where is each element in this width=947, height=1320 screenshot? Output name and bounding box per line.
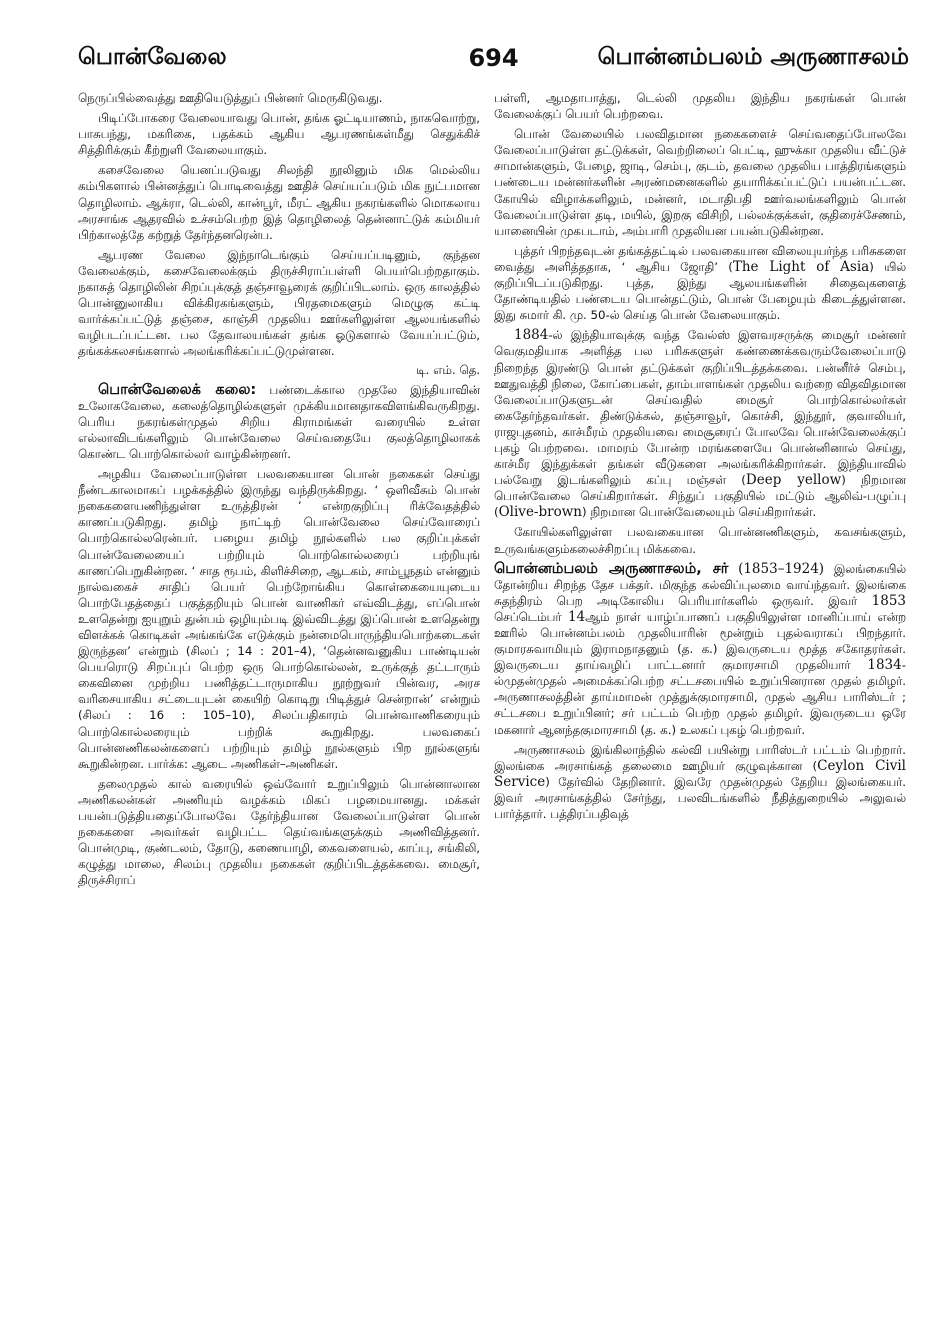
english-term: Ceylon Civil Service — [494, 757, 906, 790]
paragraph: ஆபரண வேலை இந்நாடெங்கும் செய்யப்படினும், குந்தன வேலைக்கும், கசைவேலைக்கும் திருச்சிராப்பள்ளி பெயர்பெற்றதாகும். நகாசுத் தொழிலின் சிறப்புக்குத் தஞ்சாவூரைக் குறிப்பிடலாம். ஒரு காலத்தில் பொன்னுலாகிய விக்கிரகங்களும், பிரதமைகளும் மெழுகு கட்டி வார்க்கப்பட்டுத் தஞ்சை, காஞ்சி முதலிய ஊர்களிலுள்ள ஆலயங்களில் வழிபடப்பட்டன. பல தேவாலயங்கள் தங்க ஓடுகளால் வேயப்பட்டும், தங்கக்கலசங்களால் அலங்கரிக்கப்பட்டுமுள்ளன. — [78, 247, 480, 359]
left-column — [78, 90, 480, 1280]
entry-years: (1853–1924) — [738, 560, 825, 577]
header-left-keyword: பொன்வேலை — [78, 44, 227, 70]
english-term: Olive-brown — [498, 504, 582, 521]
text-run: -ல்முதன்முதல் அமைக்கப்பெற்ற சட்டசபையில் உறுப்பினரான முதல் தமிழர். அருணாசலத்தின் தாய்மாமன் முத்துக்குமாரசாமி, முதல் ஆசிய பாரிஸ்டர் ; சட்டசபை உறுப்பினர்; சர் பட்டம் பெற்ற முதல் தமிழர். இவருடைய ஒரே மகனார் ஆனந்தகுமாரசாமி (த. க.) உலகப் புகழ் பெற்றவர். — [494, 658, 906, 737]
text-run: ) நிறமான பொன்வேலையும் செய்கிறார்கள். — [581, 505, 817, 520]
text-run: அருணாசலம் இங்கிலாந்தில் கல்வி பயின்று பாரிஸ்டர் பட்டம் பெற்றார். இலங்கை அரசாங்கத் தலைமை ஊழியர் குழுவுக்கான ( — [494, 742, 906, 773]
paragraph: அழகிய வேலைப்பாடுள்ள பலவகையான பொன் நகைகள் செய்து நீண்டகாலமாகப் பழக்கத்தில் இருந்து வந்திருக்கிறது. ‘ ஒளிவீசும் பொன் நகைகளையணிந்துள்ள உருத்திரன் ’ என்றகுறிப்பு ரிக்வேதத்தில் காணப்படுகிறது. தமிழ் நாட்டிற் பொன்வேலை செய்வோரைப் பொற்கொல்லரென்பர். பழைய தமிழ் நூல்களில் பல குறிப்புக்கள் பொன்வேலையைப் பற்றியும் பொற்கொல்லரைப் பற்றியுங் காணப்பெறுகின்றன. ‘ சாத ரூபம், கிளிச்சிறை, ஆடகம், சாம்பூநதம் என்னும் நால்வகைச் சாதிப் பெயர் பெற்றோங்கிய கொள்கையையுடைய பொற்பேதத்தைப் பகுத்தறியும் பொன் வாணிகர் எவ்விடத்து, எப்பொன் உளதென்று ஐயுறும் துன்பம் ஒழியும்படி இவ்விடத்து இப்பொன் உளதென்று விளக்கக் கொடிகள் அங்கங்கே எடுக்கும் நன்மைபொருந்தியபொற்கடைகள் இருந்தன’ என்றும் (சிலப் ; 14 : 201–4), ‘தென்னவனுகிய பாண்டியன் பெயரொடு சிறப்புப் பெற்ற ஒரு பொற்கொல்லன், உருக்குத் தட்டாரும் கைவினை முற்றிய பணித்தட்டாருமாகிய நூற்றுவர் பின்வர, அரச வரிசையாகிய சட்டையுடன் கையிற் கொடிறு பிடித்துச் சென்றான்’ என்றும் (சிலப் : 16 : 105–10), சிலப்பதிகாரம் பொன்வாணிகரையும் பொற்கொல்லரையும் பற்றிக் கூறுகிறது. பலவகைப் பொன்னணிகலன்களைப் பற்றியும் தமிழ் நூல்களும் பிற நூல்களுங் கூறுகின்றன. பார்க்க: ஆடை அணிகள்–அணிகள். — [78, 467, 480, 771]
entry-paragraph — [494, 561, 906, 738]
text-run: செப்டெம்பர் — [494, 609, 568, 624]
page-number: 694 — [468, 44, 519, 72]
year: 1884 — [514, 327, 549, 344]
text-run: ) நிறமான பொன்வேலை செய்கிறார்கள். சிந்துப் பகுதியில் மட்டும் ஆலிவ்-பழுப்பு ( — [494, 473, 906, 520]
right-column — [494, 90, 906, 1280]
paragraph: தலைமுதல் கால் வரையில் ஒவ்வோர் உறுப்பிலும் பொன்னாலான அணிகலன்கள் அணியும் வழக்கம் மிகப் பழமையானது. மக்கள் பயன்படுத்தியதைப்போலவே தேர்ந்தியான வேலைப்பாடுள்ள பொன் நகைகளை அவர்கள் வழிபட்ட தெய்வங்களுக்கும் அணிவித்தனர். பொன்முடி, குண்டலம், தோடு, கணையாழி, கைவளையல், காப்பு, சங்கிலி, கழுத்து மாலை, சிலம்பு முதலிய நகைகள் குறிப்பிடத்தக்கவை. மைசூர், திருச்சிராப் — [78, 776, 480, 888]
paragraph — [494, 243, 906, 323]
entry-headword: பொன்வேலைக் கலை: — [98, 381, 257, 398]
paragraph: பள்ளி, ஆமதாபாத்து, டெல்லி முதலிய இந்திய நகரங்கள் பொன் வேலைக்குப் பெயர் பெற்றவை. — [494, 91, 906, 122]
year: 1853 — [871, 592, 906, 609]
english-title: The Light of Asia — [732, 258, 870, 275]
paragraph: பிடிப்போகரை வேலையாவது பொன், தங்க ஓட்டியாணம், நாகவொற்று, பாசுபந்து, மகரிகை, பதக்கம் ஆகிய ஆபரணங்கள்மீது செதுக்கிச் சித்திரிக்கும் கீற்றுளி வேலையாகும். — [78, 111, 480, 158]
paragraph: கோயில்களிலுள்ள பலவகையான பொன்னணிகளும், கவசங்களும், உருவங்களும்கலைச்சிறப்பு மிக்கவை. — [494, 525, 906, 556]
header-right-keyword: பொன்னம்பலம் அருணாசலம் — [597, 44, 909, 70]
author-initials: டி. எம். தெ. — [416, 362, 480, 377]
text-run: ) யில் குறிப்பிடப்படுகிறது. புத்த, இந்து ஆலயங்களின் சிதைவுகளைத் தோண்டியதில் பண்டைய பொன்தட்டும், பொன் பேழையும் கிடைத்துள்ளன. இது சுமார் கி. மு. 50-ல் செய்த பொன் வேலையாகும். — [494, 259, 906, 323]
page-header — [78, 44, 909, 78]
paragraph: கசைவேலை யெனப்படுவது சிலந்தி நூலினும் மிக மெல்லிய கம்பிகளால் பின்னத்துப் பொடிவைத்து ஊதிச் செய்யப்படும் மிக நுட்பமான தொழிலாம். ஆக்ரா, டெல்லி, கான்பூர், மீரட் ஆகிய நகரங்களில் மொகலாய அரசாங்க ஆதரவில் உச்சம்பெற்ற இத் தொழிலைத் தென்னாட்டுக் கம்மியர் பிற்காலத்தே கற்றுத் தேர்ந்தனரென்ப. — [78, 163, 480, 242]
year: 1834 — [867, 657, 902, 674]
entry-text: பண்டைக்கால முதலே இந்தியாவின் உலோகவேலை, கலைத்தொழில்களுள் முக்கியமானதாகவிளங்கிவருகிறது. பெரிய நகரங்கள்முதல் சிறிய கிராமங்கள் வரையில் உள்ள எல்லாவிடங்களிலும் பொன்வேலை செய்வதையே குலத்தொழிலாகக் கொண்ட பொற்கொல்லர் வாழ்கின்றனர். — [78, 382, 480, 461]
text-run: ஆம் நாள் யாழ்ப்பாணப் பகுதியிலுள்ள மானிப்பாய் என்ற ஊரில் பொன்னம்பலம் முதலியாரின் மூன்றும் புதல்வராகப் பிறந்தார். குமாரசுவாமியும் இராமநாதனும் (த. க.) இவருடைய மூத்த சகோதரர்கள். இவருடைய தாய்வழிப் பாட்டனார் குமாரசாமி முதலியார் — [494, 609, 906, 673]
text-run: -ல் இந்தியாவுக்கு வந்த வேல்ஸ் இளவரசருக்கு மைசூர் மன்னர் வெகுமதியாக அளித்த பல பரிசுகளுள் கண்ணைக்கவரும்வேலைப்பாடு நிறைந்த இரண்டு பொன் தட்டுக்கள் குறிப்பிடத்தக்கவை. பன்னீர்ச் செம்பு, ஊதுவத்தி நிலை, கோப்பைகள், தாம்பாளங்கள் முதலிய வற்றை விதவிதமான வேலைப்பாடுகளுடன் செய்வதில் மைசூர் பொற்கொல்லர்கள் கைதேர்ந்தவர்கள். திண்டுக்கல், தஞ்சாவூர், கொச்சி, இந்தூர், குவாலியர், ராஜபுதனம், காச்மீரம் முதலியவை மைசூரைப் போலவே பொன்வேலைக்குப் புகழ் பெற்றவை. மாமரம் போன்ற மரங்களையே பொன்னினால் செய்து, காச்மீர இந்துக்கள் தங்கள் வீடுகளை அலங்கரிக்கிறார்கள். இந்தியாவில் பல்வேறு இடங்களிலும் கப்பு மஞ்சள் ( — [494, 328, 906, 488]
text-run: புத்தர் பிறந்தவுடன் தங்கத்தட்டில் பலவகையான விலையுயர்ந்த பரிசுகளை வைத்து அளித்ததாக, ‘ ஆசிய ஜோதி’ ( — [494, 243, 906, 274]
day-number: 14 — [567, 608, 586, 625]
paragraph — [494, 327, 906, 520]
entry-headword: பொன்னம்பலம் அருணாசலம், சர் — [494, 560, 729, 577]
paragraph — [494, 742, 906, 822]
paragraph: பொன் வேலையில் பலவிதமான நகைகளைச் செய்வதைப்போலவே வேலைப்பாடுள்ள தட்டுக்கள், வெற்றிலைப் பெட்டி, ஹுக்கா முதலிய வீட்டுச் சாமான்களும், பேழை, ஜாடி, செம்பு, குடம், தவலை முதலிய பாத்திரங்களும் பண்டைய மன்னர்களின் அரண்மனைகளில் தயாரிக்கப்பட்டுப் பயன்பட்டன. கோயில் விழாக்களிலும், மன்னர், மடாதிபதி ஊர்வலங்களிலும் பொன் வேலைப்பாடுள்ள தடி, மயில், இறகு விசிறி, பல்லக்குக்கள், குதிரைச்சேணம், யானையின் முகபடாம், அம்பாரி முதலியன பயன்படுகின்றன. — [494, 127, 906, 238]
text-run: இலங்கையில் தோன்றிய சிறந்த தேச பக்தர். மிகுந்த கல்விப்புலமை வாய்ந்தவர். இலங்கை சுதந்திரம் பெற அடிகோலிய பெரியார்களில் ஒருவர். இவர் — [494, 561, 906, 608]
text-run: ) தேர்வில் தேறினார். இவரே முதன்முதல் தேறிய இலங்கையர். இவர் அரசாங்கத்தில் சேர்ந்து, பலவிடங்களில் நீதித்துறையில் அலுவல் பார்த்தார். பத்திரப்பதிவுத் — [494, 774, 906, 822]
english-term: Deep yellow — [745, 472, 842, 489]
entry-paragraph — [78, 382, 480, 462]
paragraph: நெருப்பில்வைத்து ஊதியெடுத்துப் பின்னர் மெருகிடுவது. — [78, 91, 383, 105]
